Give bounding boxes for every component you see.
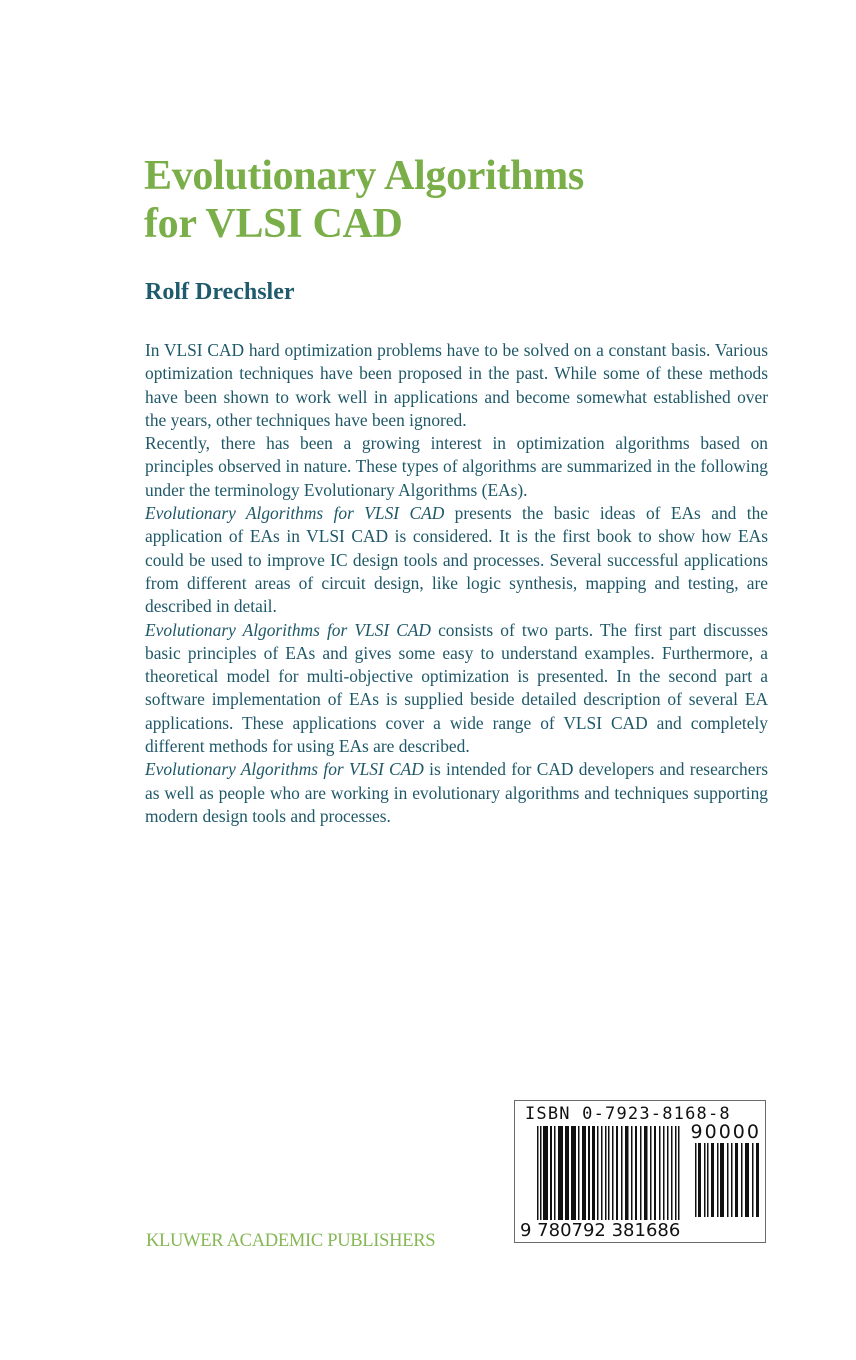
publisher-name: KLUWER ACADEMIC PUBLISHERS — [146, 1231, 436, 1251]
ean-digits: 9 780792 381686 — [520, 1220, 681, 1241]
blurb-paragraph-4: Evolutionary Algorithms for VLSI CAD consists of two parts. The first part discusses basic principles of EAs and gives some easy to understand examples. Furthermore, a theoretical model for multi-objective optimization is presented. In the second part a software implementation of EAs is supplied beside detailed description of several EA applications. These applications cover a wide range of VLSI CAD and completely different methods for using EAs are described. — [145, 619, 768, 757]
addon-barcode-icon — [695, 1143, 761, 1217]
blurb-paragraph-3: Evolutionary Algorithms for VLSI CAD presents the basic ideas of EAs and the application of EAs in VLSI CAD is considered. It is the first book to show how EAs could be used to improve IC design tools and processes. Several successful applications from different areas of circuit design, like logic synthesis, mapping and testing, are described in detail. — [145, 503, 768, 617]
blurb-italic-title: Evolutionary Algorithms for VLSI CAD — [145, 619, 431, 640]
blurb-paragraph-1: In VLSI CAD hard optimization problems have to be solved on a constant basis. Various optimization techniques have been proposed in the past. While some of these methods have been shown to work well in applications and become somewhat established over the years, other techniques have been ignored. — [145, 340, 768, 430]
book-title-line-1: Evolutionary Algorithms — [144, 153, 584, 199]
author-name: Rolf Drechsler — [145, 279, 295, 305]
isbn-barcode — [514, 1100, 766, 1243]
book-title — [144, 152, 584, 248]
blurb — [145, 339, 768, 828]
blurb-italic-title: Evolutionary Algorithms for VLSI CAD — [145, 503, 445, 524]
addon-barcode-bars — [695, 1143, 761, 1217]
isbn-addon-digits: 90000 — [690, 1121, 761, 1143]
blurb-paragraph-2: Recently, there has been a growing interest in optimization algorithms based on principles observed in nature. These types of algorithms are summarized in the following under the terminology Evolutionary Algorithms (EAs). — [145, 433, 768, 500]
book-title-line-2: for VLSI CAD — [144, 201, 403, 247]
blurb-paragraph-5: Evolutionary Algorithms for VLSI CAD is intended for CAD developers and researchers as well as people who are working in evolutionary algorithms and techniques supporting modern design tools and processes. — [145, 759, 768, 826]
blurb-italic-title: Evolutionary Algorithms for VLSI CAD — [145, 759, 424, 780]
isbn-label: ISBN 0-7923-8168-8 — [525, 1104, 731, 1124]
